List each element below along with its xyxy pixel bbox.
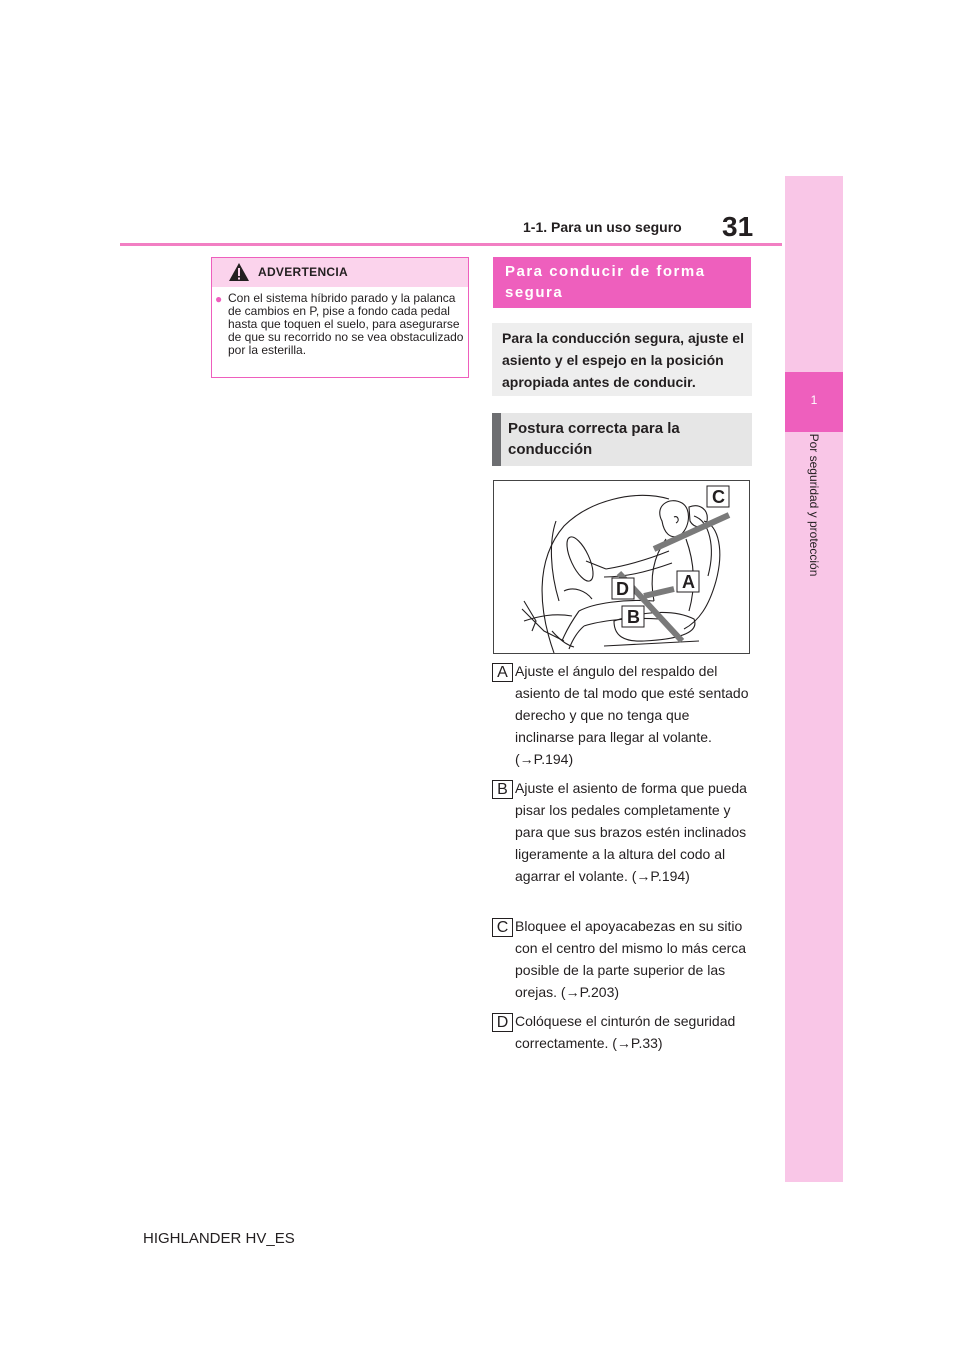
section-heading: Para conducir de forma segura — [505, 263, 706, 301]
footer-model: HIGHLANDER HV_ES — [143, 1230, 295, 1247]
driving-posture-illustration — [493, 480, 750, 654]
marker-b: B — [492, 780, 513, 799]
warning-text: Con el sistema híbrido parado y la palanca de cambios en P, pise a fondo cada pedal hasta que toquen el suelo, para asegurarse de que su recorrido no se vea obstaculizado por la esterilla. — [228, 291, 464, 357]
warning-title: ADVERTENCIA — [258, 265, 348, 279]
list-item-d: Colóquese el cinturón de seguridad correctamente. (→P.33) — [515, 1013, 736, 1051]
label-a: A — [682, 572, 695, 592]
label-d: D — [616, 579, 629, 599]
driver-seat-drawing — [494, 481, 749, 653]
list-item-b: Ajuste el asiento de forma que pueda pisar los pedales completamente y para que sus brazos estén inclinados ligeramente a la altura del codo al agarrar el volante. (→P.194) — [515, 780, 747, 884]
warning-triangle-icon — [228, 262, 250, 282]
section-title: 1-1. Para un uso seguro — [523, 219, 682, 235]
label-b: B — [627, 607, 640, 627]
marker-c: C — [492, 918, 513, 937]
list-item-c: Bloquee el apoyacabezas en su sitio con el centro del mismo lo más cerca posible de la parte superior de las orejas. (→P.203) — [515, 918, 747, 1000]
page-number: 31 — [722, 211, 754, 242]
subsection-heading: Postura correcta para la conducción — [508, 420, 680, 458]
label-c: C — [712, 487, 725, 507]
list-item-a: Ajuste el ángulo del respaldo del asiento de tal modo que esté sentado derecho y que no tenga que inclinarse para llegar al volante. (→P.194) — [515, 663, 749, 767]
subsection-heading-bar — [492, 413, 501, 466]
intro-text: Para la conducción segura, ajuste el asiento y el espejo en la posición apropiada antes de conducir. — [502, 330, 744, 390]
side-tab — [785, 176, 843, 1182]
bullet-icon: ● — [215, 292, 223, 306]
side-tab-number: 1 — [810, 393, 818, 407]
side-tab-label: Por seguridad y protección — [807, 433, 821, 577]
marker-d: D — [492, 1013, 513, 1032]
marker-a: A — [492, 663, 513, 682]
header-rule — [120, 243, 782, 246]
